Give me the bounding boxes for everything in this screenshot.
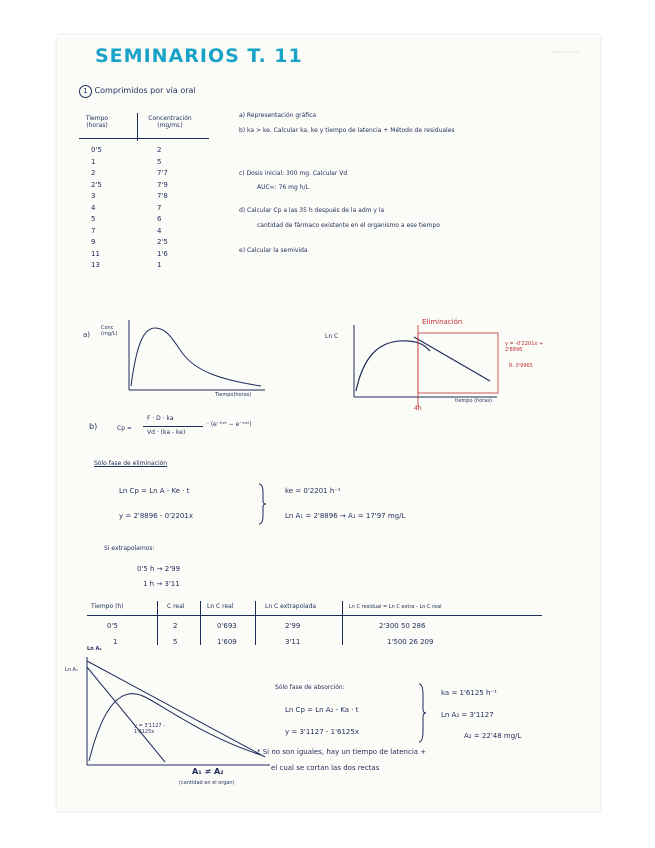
graph-c-plot: [85, 657, 275, 767]
list-item: 2'5: [91, 180, 102, 189]
res-vline-4: [342, 601, 343, 645]
table-cell: 2'300 50 286: [379, 622, 426, 630]
bleed-through-text: ~~~ ~~: [552, 49, 580, 56]
A2-result: A₂ = 22'48 mg/L: [464, 732, 522, 740]
time-column: [91, 146, 102, 273]
table-cell: 2'99: [285, 622, 301, 630]
task-d-cont: cantidad de fármaco existente en el organismo a ese tiempo: [257, 222, 440, 229]
table-cell: 5: [173, 638, 178, 646]
list-item: 7: [91, 226, 96, 235]
table-cell: 0'693: [217, 622, 237, 630]
res-header-time: Tiempo (h): [91, 603, 124, 610]
elim-eq-2: y = 2'8896 - 0'2201x: [119, 512, 193, 520]
task-c-auc: AUC∞: 76 mg h/L: [257, 184, 309, 191]
brace-2: [417, 683, 427, 743]
part-b-label: b): [89, 422, 98, 431]
conc-column: [157, 146, 168, 273]
task-e: e) Calcular la semivida: [239, 247, 308, 254]
table-cell: 1: [113, 638, 118, 646]
list-item: 1: [157, 261, 162, 269]
elim-eq-1: Ln Cp = Ln A - Ke · t: [119, 487, 190, 495]
cp-label: Cp =: [117, 425, 132, 432]
ke-result: ke = 0'2201 h⁻¹: [285, 487, 341, 495]
task-c: c) Dosis inicial: 300 mg. Calcular Vd: [239, 170, 348, 177]
graph-c-eq: y = 3'1127 - 1'6125x: [134, 723, 166, 735]
ln-r-value: R: 0'9965: [509, 363, 533, 369]
graph-ln-ylabel: Ln C: [325, 333, 339, 340]
elim-line: [87, 661, 265, 757]
graph-ln-xlabel: tiempo (horas): [455, 398, 492, 404]
abs-eq-2: y = 3'1127 - 1'6125x: [285, 728, 359, 736]
page-title: SEMINARIOS T. 11: [95, 45, 303, 67]
phase-label: Eliminación: [422, 318, 463, 326]
graph-a-label: a): [83, 331, 91, 339]
table-vline: [137, 113, 138, 141]
res-header-lnres: Ln C residual = Ln C extra - Ln C real: [349, 604, 442, 610]
task-a: a) Representación gráfica: [239, 112, 317, 119]
graph-a-xlabel: Tiempo(horas): [215, 392, 252, 398]
table-cell: 1'609: [217, 638, 237, 646]
list-item: 2: [157, 146, 162, 154]
list-item: 7'8: [157, 192, 168, 200]
table-header-time: Tiempo (horas): [85, 115, 109, 129]
formula-numerator: F · D · ka: [147, 415, 174, 422]
list-item: 7'9: [157, 180, 168, 189]
abs-heading: Sólo fase de absorción:: [275, 684, 345, 691]
list-item: 11: [91, 249, 100, 258]
res-vline-1: [157, 601, 158, 645]
table-divider: [79, 138, 209, 139]
list-item: 1'6: [157, 249, 168, 258]
list-item: 2'5: [157, 238, 168, 246]
formula-fraction-bar: [143, 426, 203, 427]
ka-result: ka = 1'6125 h⁻¹: [441, 689, 497, 697]
res-table-divider: [87, 615, 542, 616]
list-item: 1: [91, 157, 96, 166]
section-number: 1: [79, 85, 92, 98]
elimination-line: [414, 337, 490, 381]
list-item: 4: [91, 203, 96, 212]
list-item: 5: [157, 157, 162, 166]
lnA2-result: Ln A₂ = 3'1127: [441, 711, 494, 719]
res-header-lnreal: Ln C real: [207, 603, 234, 610]
graph-a-ylabel: Conc (mg/L): [101, 325, 118, 337]
table-cell: 1'500 26 209: [387, 638, 434, 646]
A1-result: Ln A₁ = 2'8896 → A₁ = 17'97 mg/L: [285, 512, 406, 520]
table-cell: 0'5: [107, 622, 118, 630]
table-cell: 3'11: [285, 638, 301, 646]
list-item: 0'5: [91, 146, 102, 154]
ln-equation: y = -0'2201x + 2'8896: [505, 341, 544, 353]
graph-a-plot: [127, 320, 267, 392]
list-item: 5: [91, 215, 96, 223]
notebook-page: [57, 35, 600, 811]
task-b: b) ka > ke. Calcular ka, ke y tiempo de latencia + Método de residuales: [239, 127, 455, 134]
formula-tail: · (e⁻ᵏᵉᵗ − e⁻ᵏᵃᵗ): [207, 421, 252, 428]
list-item: 7: [157, 203, 162, 212]
abs-line: [87, 667, 165, 762]
task-d: d) Calcular Cp a las 35 h después de la adm y la: [239, 207, 385, 214]
res-vline-3: [255, 601, 256, 645]
list-item: 4: [157, 226, 162, 235]
graph-c-ytop: Ln A₂: [87, 646, 102, 652]
table-cell: 2: [173, 622, 178, 630]
elim-phase-heading: Sólo fase de eliminación: [94, 460, 168, 467]
list-item: 3: [91, 192, 96, 200]
note-star-1: * Si no son iguales, hay un tiempo de latencia +: [257, 748, 427, 756]
list-item: 6: [157, 215, 162, 223]
list-item: 2: [91, 169, 96, 177]
concentration-curve: [131, 328, 261, 386]
res-header-creal: C real: [167, 603, 185, 610]
note-star-2: el cual se cortan las dos rectas: [271, 764, 380, 772]
res-header-lnextra: Ln C extrapolada: [265, 603, 317, 610]
graph-c-note: A₁ ≠ A₂: [192, 767, 224, 776]
res-vline-2: [200, 601, 201, 645]
abs-eq-1: Ln Cp = Ln A₂ - Ka · t: [285, 706, 359, 714]
graph-c-yaxis: Ln A₁: [65, 667, 78, 673]
brace-1: [257, 483, 267, 525]
list-item: 9: [91, 238, 96, 246]
list-item: 13: [91, 261, 100, 269]
table-header-conc: Concentración (mg/mL): [148, 115, 192, 129]
section-heading: [79, 85, 196, 98]
extrapolation-heading: Si extrapolamos:: [104, 545, 155, 552]
extrap-1: 0'5 h → 2'99: [137, 565, 181, 573]
ln-curve: [356, 341, 430, 391]
formula-denominator: Vd · (ka - ke): [147, 429, 186, 436]
extrap-2: 1 h → 3'11: [143, 580, 180, 588]
list-item: 7'7: [157, 169, 168, 177]
section-title: Comprimidos por via oral: [94, 86, 196, 95]
graph-c-note-sub: (cantidad en el organ): [179, 780, 235, 786]
time-mark: 4h: [414, 405, 422, 412]
